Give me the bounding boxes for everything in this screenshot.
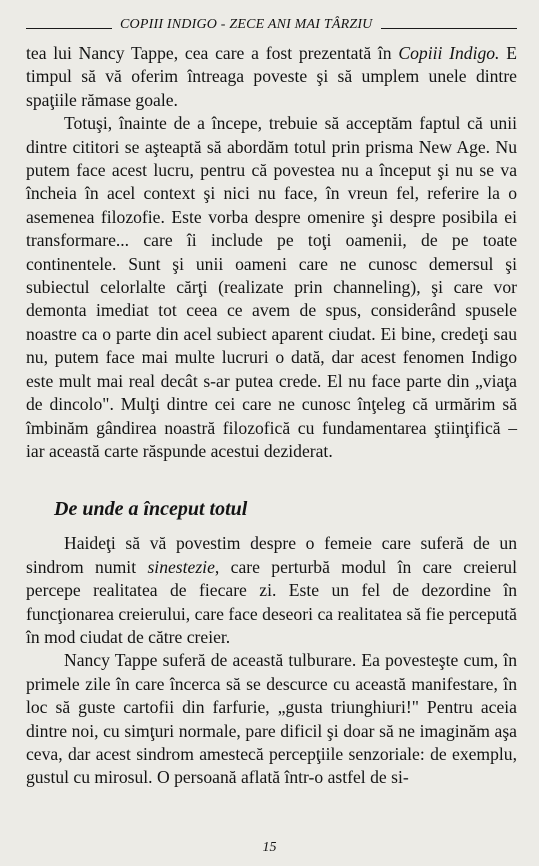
running-head-rule-left: [26, 28, 112, 29]
paragraph: Nancy Tappe suferă de această tulburare. Ea povesteşte cum, în primele zile în care încerca să se descurce cu această manifestare, în loc să guste cartofii din farfurie, „gusta triunghiuri!" Pentru aceia dintre noi, cu simţuri normale, pare dificil şi doar să ne imaginăm aşa ceva, dar acest sindrom amestecă percepţiile senzoriale: de exemplu, gustul cu mirosul. O persoană aflată într-o astfel de si-: [26, 650, 517, 788]
body-text: [26, 42, 517, 790]
running-head-title: COPIII INDIGO - ZECE ANI MAI TÂRZIU: [120, 17, 373, 32]
paragraph: Totuşi, înainte de a începe, trebuie să acceptăm faptul că unii dintre cititori se aşteaptă să abordăm totul prin prisma New Age. Nu putem face acest lucru, pentru că povestea nu a început şi nu se va încheia în acel context şi nici nu face, în vreun fel, referire la o asemenea filozofie. Este vorba despre omenire şi despre posibila ei transformare... care îi include pe toţi oamenii, de pe toate continentele. Sunt şi unii oameni care ne cunosc demersul şi subiectul celorlalte cărţi (realizate prin channeling), şi care vor demonta imediat tot ceea ce avem de spus, considerând spusele noastre ca o parte din acel subiect aparent ciudat. Ei bine, credeţi sau nu, putem face mai multe lucruri o dată, dar acest fenomen Indigo este mult mai real decât s-ar putea crede. El nu face parte din „viaţa de dincolo". Mulţi dintre cei care ne cunosc înţeleg că urmărim să îmbinăm gândirea noastră filozofică cu fundamentarea ştiinţifică – iar această carte răspunde acestui deziderat.: [26, 113, 517, 461]
book-title-italic: Copiii Indigo.: [398, 43, 500, 63]
section-heading: De unde a început totul: [54, 498, 248, 521]
running-head: [26, 13, 517, 33]
paragraph-continuation: [26, 42, 517, 112]
paragraph-text: Haideţi să vă povestim despre o femeie care suferă de un sindrom numit: [26, 533, 517, 577]
running-head-rule-right: [381, 28, 518, 29]
page-number: 15: [262, 840, 277, 855]
paragraph-text: tea lui Nancy Tappe, cea care a fost prezentată în: [26, 43, 399, 63]
term-italic: sinestezie: [147, 556, 215, 577]
paragraph-text: E timpul să vă oferim întreaga poveste şi să umplem unele dintre spaţiile rămase goale.: [26, 43, 517, 110]
paragraph: [26, 532, 517, 649]
paragraph-text: , care perturbă modul în care creierul percepe realitatea de fiecare zi. Este un fel de dezordine în funcţionarea creierului, care face deseori ca realitatea să fie percepută în mod ciudat de către creier.: [26, 556, 517, 647]
